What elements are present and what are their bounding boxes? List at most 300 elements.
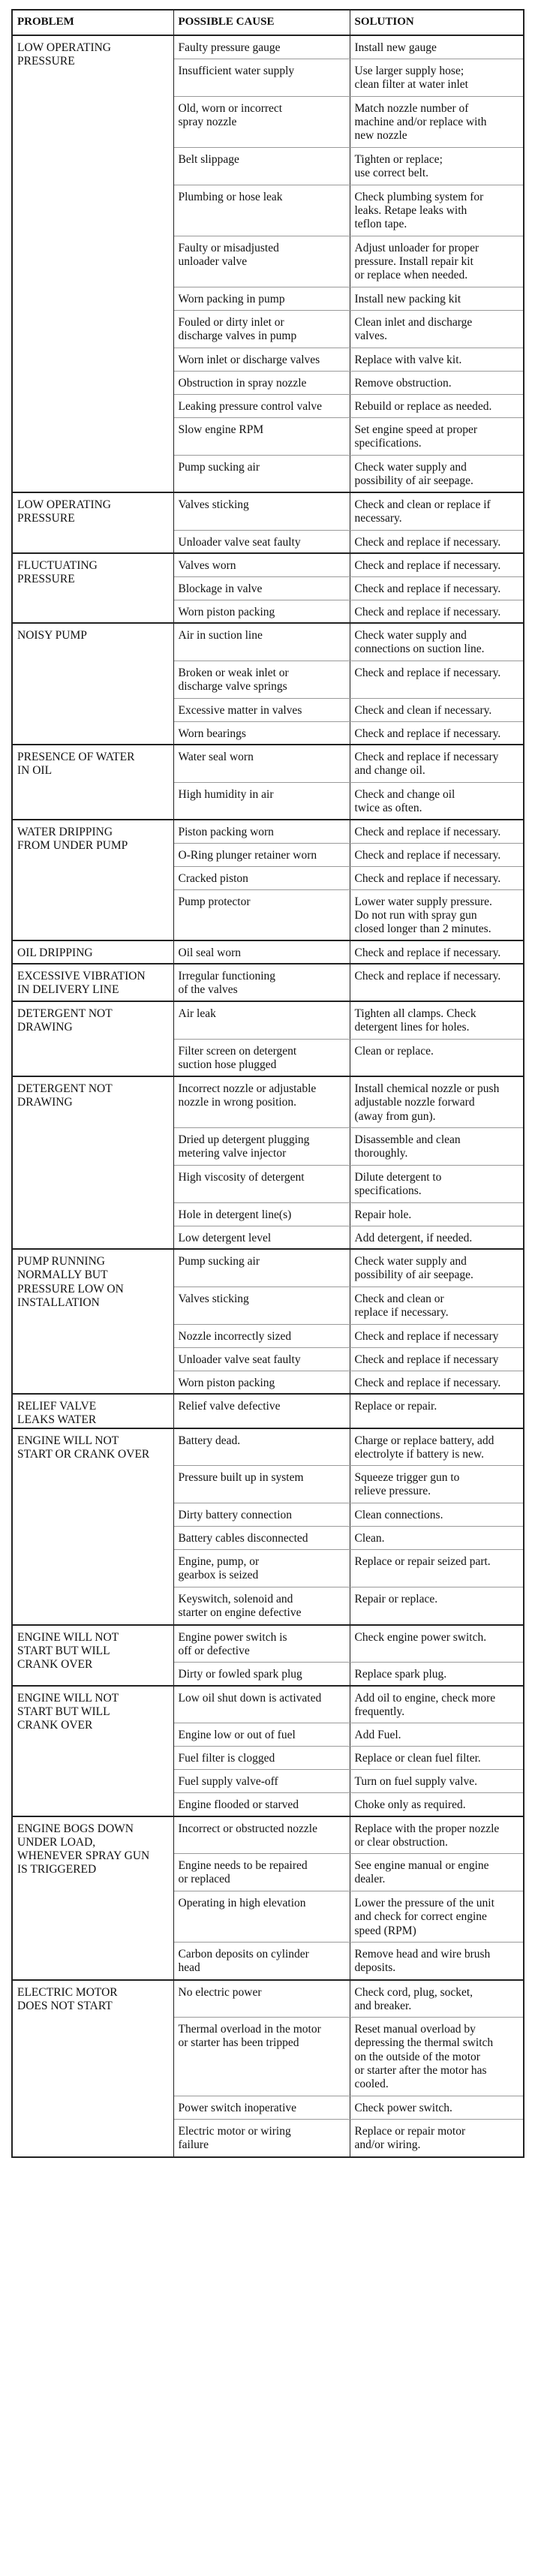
cause-text: Worn bearings bbox=[178, 727, 246, 740]
problem-cell bbox=[12, 1625, 173, 1686]
problem-text: LOW OPERATING PRESSURE bbox=[17, 498, 111, 525]
cause-cell bbox=[173, 1394, 350, 1428]
solution-cell bbox=[350, 1891, 524, 1943]
table-header bbox=[12, 10, 524, 35]
solution-text: Check and clean if necessary. bbox=[354, 703, 492, 717]
solution-text: Check and replace if necessary and change oil. bbox=[354, 751, 499, 778]
cause-cell bbox=[173, 1001, 350, 1039]
problem-text: ENGINE BOGS DOWN UNDER LOAD, WHENEVER SPRAY GUN IS TRIGGERED bbox=[17, 1822, 150, 1876]
cause-text: Pump sucking air bbox=[178, 1255, 260, 1268]
solution-text: Replace with valve kit. bbox=[354, 353, 462, 366]
cause-cell bbox=[173, 1686, 350, 1723]
table-row bbox=[12, 1001, 524, 1039]
cause-cell bbox=[173, 185, 350, 236]
cause-cell bbox=[173, 1371, 350, 1394]
solution-text: Repair or replace. bbox=[354, 1593, 438, 1606]
solution-text: Match nozzle number of machine and/or replace with new nozzle bbox=[354, 101, 487, 143]
solution-cell bbox=[350, 348, 524, 371]
problem-text: OIL DRIPPING bbox=[17, 946, 93, 959]
cause-cell bbox=[173, 1076, 350, 1127]
cause-cell bbox=[173, 348, 350, 371]
solution-cell bbox=[350, 1527, 524, 1550]
problem-text: RELIEF VALVE LEAKS WATER bbox=[17, 1400, 97, 1427]
cause-text: Unloader valve seat faulty bbox=[178, 1353, 301, 1366]
problem-text: ENGINE WILL NOT START BUT WILL CRANK OVER bbox=[17, 1630, 119, 1672]
cause-cell bbox=[173, 310, 350, 348]
solution-cell bbox=[350, 661, 524, 698]
cause-text: Pressure built up in system bbox=[178, 1471, 304, 1485]
solution-text: See engine manual or engine dealer. bbox=[354, 1859, 489, 1886]
cause-text: Old, worn or incorrect spray nozzle bbox=[178, 101, 283, 128]
problem-cell bbox=[12, 1816, 173, 1980]
solution-cell bbox=[350, 600, 524, 623]
cause-text: Irregular functioning of the valves bbox=[178, 970, 276, 997]
header-row bbox=[12, 10, 524, 35]
solution-cell bbox=[350, 1770, 524, 1793]
solution-cell bbox=[350, 964, 524, 1001]
solution-text: Check engine power switch. bbox=[354, 1630, 487, 1644]
solution-cell bbox=[350, 1980, 524, 2018]
solution-cell bbox=[350, 940, 524, 964]
problem-cell bbox=[12, 1686, 173, 1816]
cause-text: Worn piston packing bbox=[178, 1376, 275, 1389]
problem-text: PRESENCE OF WATER IN OIL bbox=[17, 751, 135, 778]
solution-cell bbox=[350, 59, 524, 96]
cause-cell bbox=[173, 1747, 350, 1770]
cause-cell bbox=[173, 417, 350, 455]
solution-text: Remove head and wire brush deposits. bbox=[354, 1948, 491, 1975]
solution-text: Check water supply and possibility of air seepage. bbox=[354, 1255, 473, 1282]
solution-text: Replace with the proper nozzle or clear obstruction. bbox=[354, 1822, 500, 1849]
solution-cell bbox=[350, 1816, 524, 1854]
problem-cell bbox=[12, 623, 173, 745]
solution-text: Tighten all clamps. Check detergent lines for holes. bbox=[354, 1007, 476, 1034]
solution-text: Check and replace if necessary. bbox=[354, 871, 501, 885]
solution-text: Replace or repair seized part. bbox=[354, 1555, 491, 1569]
solution-text: Check and replace if necessary. bbox=[354, 946, 501, 959]
cause-text: Engine, pump, or gearbox is seized bbox=[178, 1555, 260, 1582]
cause-cell bbox=[173, 1723, 350, 1747]
solution-cell bbox=[350, 782, 524, 820]
problem-text: NOISY PUMP bbox=[17, 629, 87, 642]
solution-cell bbox=[350, 96, 524, 147]
solution-text: Check and replace if necessary bbox=[354, 1329, 499, 1343]
solution-cell bbox=[350, 745, 524, 782]
cause-cell bbox=[173, 866, 350, 889]
solution-text: Check power switch. bbox=[354, 2102, 452, 2115]
cause-cell bbox=[173, 553, 350, 576]
solution-text: Replace or repair. bbox=[354, 1400, 437, 1413]
cause-cell bbox=[173, 1891, 350, 1943]
cause-text: Broken or weak inlet or discharge valve springs bbox=[178, 666, 289, 693]
cause-cell bbox=[173, 661, 350, 698]
solution-cell bbox=[350, 2096, 524, 2120]
cause-text: Worn piston packing bbox=[178, 605, 275, 618]
cause-text: Keyswitch, solenoid and starter on engine defective bbox=[178, 1593, 302, 1620]
table-row bbox=[12, 35, 524, 59]
cause-text: Obstruction in spray nozzle bbox=[178, 376, 307, 390]
cause-text: Electric motor or wiring failure bbox=[178, 2125, 291, 2152]
cause-cell bbox=[173, 623, 350, 661]
problem-text: DETERGENT NOT DRAWING bbox=[17, 1007, 113, 1034]
solution-cell bbox=[350, 1286, 524, 1324]
cause-cell bbox=[173, 394, 350, 417]
cause-text: Fouled or dirty inlet or discharge valves in pump bbox=[178, 315, 297, 342]
table-row bbox=[12, 940, 524, 964]
solution-text: Lower the pressure of the unit and check for correct engine speed (RPM) bbox=[354, 1897, 494, 1937]
solution-text: Check and replace if necessary. bbox=[354, 582, 501, 595]
cause-text: Air in suction line bbox=[178, 629, 263, 642]
problem-cell bbox=[12, 1001, 173, 1076]
cause-text: Incorrect or obstructed nozzle bbox=[178, 1822, 317, 1835]
cause-text: Worn packing in pump bbox=[178, 292, 285, 305]
cause-text: Nozzle incorrectly sized bbox=[178, 1329, 292, 1343]
cause-cell bbox=[173, 1943, 350, 1980]
cause-cell bbox=[173, 698, 350, 721]
cause-cell bbox=[173, 287, 350, 310]
solution-text: Check and replace if necessary bbox=[354, 1353, 499, 1366]
problem-cell bbox=[12, 745, 173, 820]
cause-cell bbox=[173, 1249, 350, 1286]
solution-text: Check and clean or replace if necessary. bbox=[354, 1292, 449, 1319]
solution-cell bbox=[350, 1625, 524, 1663]
solution-cell bbox=[350, 2018, 524, 2096]
cause-cell bbox=[173, 147, 350, 185]
cause-text: High viscosity of detergent bbox=[178, 1170, 305, 1184]
cause-cell bbox=[173, 236, 350, 287]
solution-text: Reset manual overload by depressing the thermal switch on the outside of the motor or starter after the motor has cooled. bbox=[354, 2023, 494, 2091]
table-row bbox=[12, 1428, 524, 1466]
cause-cell bbox=[173, 530, 350, 553]
solution-cell bbox=[350, 1428, 524, 1466]
problem-cell bbox=[12, 1249, 173, 1394]
cause-cell bbox=[173, 455, 350, 492]
cause-cell bbox=[173, 2096, 350, 2120]
solution-text: Install chemical nozzle or push adjustable nozzle forward (away from gun). bbox=[354, 1082, 500, 1123]
solution-cell bbox=[350, 698, 524, 721]
cause-text: Valves worn bbox=[178, 559, 236, 572]
solution-text: Repair hole. bbox=[354, 1208, 412, 1221]
cause-cell bbox=[173, 576, 350, 600]
solution-text: Use larger supply hose; clean filter at water inlet bbox=[354, 64, 468, 91]
problem-cell bbox=[12, 1428, 173, 1625]
solution-cell bbox=[350, 1466, 524, 1503]
cause-cell bbox=[173, 1428, 350, 1466]
solution-cell bbox=[350, 1039, 524, 1076]
cause-cell bbox=[173, 745, 350, 782]
cause-text: Thermal overload in the motor or starter has been tripped bbox=[178, 2023, 321, 2050]
cause-cell bbox=[173, 1039, 350, 1076]
cause-text: Dried up detergent plugging metering valve injector bbox=[178, 1133, 310, 1160]
solution-text: Squeeze trigger gun to relieve pressure. bbox=[354, 1471, 460, 1498]
solution-cell bbox=[350, 623, 524, 661]
cause-text: Engine flooded or starved bbox=[178, 1798, 299, 1812]
cause-text: Valves sticking bbox=[178, 1292, 249, 1305]
solution-text: Check and clean or replace if necessary. bbox=[354, 498, 491, 525]
solution-text: Check plumbing system for leaks. Retape leaks with teflon tape. bbox=[354, 190, 484, 231]
solution-text: Check and replace if necessary. bbox=[354, 848, 501, 862]
cause-cell bbox=[173, 782, 350, 820]
problem-text: ELECTRIC MOTOR DOES NOT START bbox=[17, 1985, 118, 2012]
solution-cell bbox=[350, 147, 524, 185]
cause-cell bbox=[173, 59, 350, 96]
solution-cell bbox=[350, 530, 524, 553]
solution-cell bbox=[350, 866, 524, 889]
cause-text: Incorrect nozzle or adjustable nozzle in wrong position. bbox=[178, 1082, 317, 1109]
cause-text: Unloader valve seat faulty bbox=[178, 535, 301, 549]
solution-text: Install new gauge bbox=[354, 41, 437, 54]
problem-text: EXCESSIVE VIBRATION IN DELIVERY LINE bbox=[17, 970, 146, 997]
cause-text: Pump sucking air bbox=[178, 460, 260, 474]
table-row bbox=[12, 1686, 524, 1723]
cause-cell bbox=[173, 721, 350, 745]
cause-cell bbox=[173, 1286, 350, 1324]
solution-cell bbox=[350, 1127, 524, 1165]
solution-cell bbox=[350, 889, 524, 940]
cause-text: Battery dead. bbox=[178, 1434, 241, 1447]
cause-text: Leaking pressure control valve bbox=[178, 399, 323, 413]
cause-text: O-Ring plunger retainer worn bbox=[178, 848, 317, 862]
solution-cell bbox=[350, 843, 524, 866]
problem-text: FLUCTUATING PRESSURE bbox=[17, 559, 98, 586]
cause-cell bbox=[173, 96, 350, 147]
problem-cell bbox=[12, 820, 173, 940]
solution-text: Rebuild or replace as needed. bbox=[354, 399, 492, 413]
cause-cell bbox=[173, 492, 350, 530]
cause-text: Operating in high elevation bbox=[178, 1897, 306, 1910]
cause-text: Excessive matter in valves bbox=[178, 703, 302, 717]
cause-cell bbox=[173, 1854, 350, 1891]
solution-text: Clean connections. bbox=[354, 1509, 443, 1522]
cause-cell bbox=[173, 1503, 350, 1527]
cause-cell bbox=[173, 1127, 350, 1165]
cause-cell bbox=[173, 1165, 350, 1202]
cause-cell bbox=[173, 1770, 350, 1793]
problem-text: WATER DRIPPING FROM UNDER PUMP bbox=[17, 826, 128, 853]
solution-cell bbox=[350, 1165, 524, 1202]
problem-text: PUMP RUNNING NORMALLY BUT PRESSURE LOW ON INSTALLATION bbox=[17, 1255, 124, 1309]
cause-cell bbox=[173, 2120, 350, 2157]
solution-text: Replace or clean fuel filter. bbox=[354, 1752, 481, 1765]
solution-cell bbox=[350, 721, 524, 745]
solution-cell bbox=[350, 371, 524, 394]
cause-text: Low oil shut down is activated bbox=[178, 1691, 322, 1705]
cause-text: Hole in detergent line(s) bbox=[178, 1208, 292, 1221]
cause-text: Relief valve defective bbox=[178, 1400, 281, 1413]
solution-text: Clean or replace. bbox=[354, 1044, 434, 1058]
problem-cell bbox=[12, 1076, 173, 1249]
solution-text: Turn on fuel supply valve. bbox=[354, 1775, 477, 1789]
solution-text: Replace or repair motor and/or wiring. bbox=[354, 2125, 466, 2152]
solution-text: Check and replace if necessary. bbox=[354, 666, 501, 679]
solution-cell bbox=[350, 1226, 524, 1249]
problem-cell bbox=[12, 940, 173, 964]
table-row bbox=[12, 492, 524, 530]
cause-text: Engine needs to be repaired or replaced bbox=[178, 1859, 308, 1886]
solution-cell bbox=[350, 1202, 524, 1226]
solution-cell bbox=[350, 1394, 524, 1428]
solution-cell bbox=[350, 1747, 524, 1770]
problem-cell bbox=[12, 492, 173, 553]
problem-cell bbox=[12, 964, 173, 1001]
cause-text: Piston packing worn bbox=[178, 826, 274, 838]
solution-cell bbox=[350, 1587, 524, 1625]
cause-cell bbox=[173, 1816, 350, 1854]
problem-cell bbox=[12, 35, 173, 492]
table-row bbox=[12, 1625, 524, 1663]
problem-text: LOW OPERATING PRESSURE bbox=[17, 41, 111, 68]
solution-text: Remove obstruction. bbox=[354, 376, 452, 390]
cause-cell bbox=[173, 1793, 350, 1816]
cause-text: Air leak bbox=[178, 1007, 216, 1020]
cause-text: Faulty pressure gauge bbox=[178, 41, 281, 54]
table-row bbox=[12, 1816, 524, 1854]
solution-cell bbox=[350, 2120, 524, 2157]
cause-cell bbox=[173, 2018, 350, 2096]
solution-cell bbox=[350, 1001, 524, 1039]
solution-text: Charge or replace battery, add electrolyte if battery is new. bbox=[354, 1434, 494, 1461]
problem-cell bbox=[12, 553, 173, 623]
cause-cell bbox=[173, 1324, 350, 1347]
solution-text: Dilute detergent to specifications. bbox=[354, 1170, 442, 1197]
cause-cell bbox=[173, 1980, 350, 2018]
cause-column-header: POSSIBLE CAUSE bbox=[173, 10, 350, 35]
cause-text: No electric power bbox=[178, 1985, 262, 1999]
cause-text: Fuel filter is clogged bbox=[178, 1752, 275, 1765]
solution-cell bbox=[350, 1793, 524, 1816]
solution-text: Adjust unloader for proper pressure. Install repair kit or replace when needed. bbox=[354, 241, 479, 282]
solution-cell bbox=[350, 1503, 524, 1527]
cause-text: Belt slippage bbox=[178, 152, 239, 166]
cause-text: Power switch inoperative bbox=[178, 2102, 297, 2115]
solution-text: Clean inlet and discharge valves. bbox=[354, 315, 473, 342]
solution-cell bbox=[350, 1249, 524, 1286]
table-row bbox=[12, 623, 524, 661]
cause-cell bbox=[173, 1226, 350, 1249]
table-row bbox=[12, 1076, 524, 1127]
table-row bbox=[12, 964, 524, 1001]
cause-text: Plumbing or hose leak bbox=[178, 190, 283, 203]
solution-text: Replace spark plug. bbox=[354, 1668, 447, 1681]
solution-text: Disassemble and clean thoroughly. bbox=[354, 1133, 461, 1160]
problem-text: ENGINE WILL NOT START OR CRANK OVER bbox=[17, 1434, 150, 1461]
cause-cell bbox=[173, 600, 350, 623]
solution-cell bbox=[350, 1686, 524, 1723]
cause-cell bbox=[173, 1347, 350, 1371]
solution-text: Check water supply and possibility of air seepage. bbox=[354, 460, 473, 487]
problem-cell bbox=[12, 1394, 173, 1428]
solution-cell bbox=[350, 1076, 524, 1127]
table-row bbox=[12, 745, 524, 782]
solution-text: Check and replace if necessary. bbox=[354, 826, 501, 838]
cause-cell bbox=[173, 964, 350, 1001]
cause-cell bbox=[173, 35, 350, 59]
solution-cell bbox=[350, 1371, 524, 1394]
solution-cell bbox=[350, 1854, 524, 1891]
problem-column-header: PROBLEM bbox=[12, 10, 173, 35]
solution-cell bbox=[350, 820, 524, 843]
cause-cell bbox=[173, 1587, 350, 1625]
cause-cell bbox=[173, 371, 350, 394]
cause-text: Faulty or misadjusted unloader valve bbox=[178, 241, 279, 268]
solution-cell bbox=[350, 236, 524, 287]
solution-cell bbox=[350, 1347, 524, 1371]
solution-cell bbox=[350, 310, 524, 348]
cause-cell bbox=[173, 1663, 350, 1686]
cause-text: Slow engine RPM bbox=[178, 423, 264, 436]
table-body bbox=[12, 35, 524, 2157]
solution-text: Check and change oil twice as often. bbox=[354, 787, 455, 814]
solution-column-header: SOLUTION bbox=[350, 10, 524, 35]
solution-text: Check and replace if necessary. bbox=[354, 535, 501, 549]
cause-cell bbox=[173, 1202, 350, 1226]
solution-text: Install new packing kit bbox=[354, 292, 461, 305]
table-row bbox=[12, 820, 524, 843]
solution-text: Check cord, plug, socket, and breaker. bbox=[354, 1985, 473, 2012]
cause-text: Oil seal worn bbox=[178, 946, 242, 959]
solution-cell bbox=[350, 185, 524, 236]
solution-text: Add Fuel. bbox=[354, 1729, 401, 1742]
cause-text: Carbon deposits on cylinder head bbox=[178, 1948, 309, 1975]
cause-text: High humidity in air bbox=[178, 787, 274, 801]
cause-text: Valves sticking bbox=[178, 498, 249, 511]
table-row bbox=[12, 1249, 524, 1286]
cause-cell bbox=[173, 940, 350, 964]
solution-cell bbox=[350, 1324, 524, 1347]
cause-text: Battery cables disconnected bbox=[178, 1532, 308, 1545]
solution-text: Check and replace if necessary. bbox=[354, 727, 501, 740]
solution-cell bbox=[350, 492, 524, 530]
solution-cell bbox=[350, 35, 524, 59]
solution-cell bbox=[350, 455, 524, 492]
cause-text: Dirty battery connection bbox=[178, 1509, 293, 1522]
solution-cell bbox=[350, 394, 524, 417]
cause-text: Blockage in valve bbox=[178, 582, 263, 595]
solution-cell bbox=[350, 1723, 524, 1747]
cause-text: Engine power switch is off or defective bbox=[178, 1630, 287, 1657]
cause-text: Low detergent level bbox=[178, 1231, 272, 1244]
solution-text: Check and replace if necessary. bbox=[354, 559, 501, 572]
cause-text: Filter screen on detergent suction hose plugged bbox=[178, 1044, 297, 1071]
table-row bbox=[12, 1980, 524, 2018]
solution-text: Add detergent, if needed. bbox=[354, 1231, 473, 1244]
cause-text: Pump protector bbox=[178, 895, 251, 908]
solution-cell bbox=[350, 287, 524, 310]
problem-text: DETERGENT NOT DRAWING bbox=[17, 1082, 113, 1109]
solution-text: Check water supply and connections on suction line. bbox=[354, 629, 485, 656]
solution-text: Lower water supply pressure. Do not run with spray gun closed longer than 2 minutes. bbox=[354, 895, 492, 936]
cause-cell bbox=[173, 843, 350, 866]
solution-text: Set engine speed at proper specifications. bbox=[354, 423, 478, 450]
cause-text: Water seal worn bbox=[178, 751, 254, 763]
cause-text: Engine low or out of fuel bbox=[178, 1729, 296, 1742]
solution-text: Add oil to engine, check more frequently. bbox=[354, 1691, 496, 1718]
solution-text: Choke only as required. bbox=[354, 1798, 466, 1812]
table-row bbox=[12, 1394, 524, 1428]
cause-text: Dirty or fowled spark plug bbox=[178, 1668, 302, 1681]
problem-text: ENGINE WILL NOT START BUT WILL CRANK OVER bbox=[17, 1691, 119, 1732]
solution-cell bbox=[350, 576, 524, 600]
solution-text: Check and replace if necessary. bbox=[354, 970, 501, 983]
solution-cell bbox=[350, 1663, 524, 1686]
solution-cell bbox=[350, 417, 524, 455]
solution-cell bbox=[350, 553, 524, 576]
troubleshooting-table bbox=[11, 9, 524, 2158]
cause-cell bbox=[173, 1527, 350, 1550]
table-row bbox=[12, 553, 524, 576]
solution-cell bbox=[350, 1550, 524, 1587]
cause-cell bbox=[173, 820, 350, 843]
